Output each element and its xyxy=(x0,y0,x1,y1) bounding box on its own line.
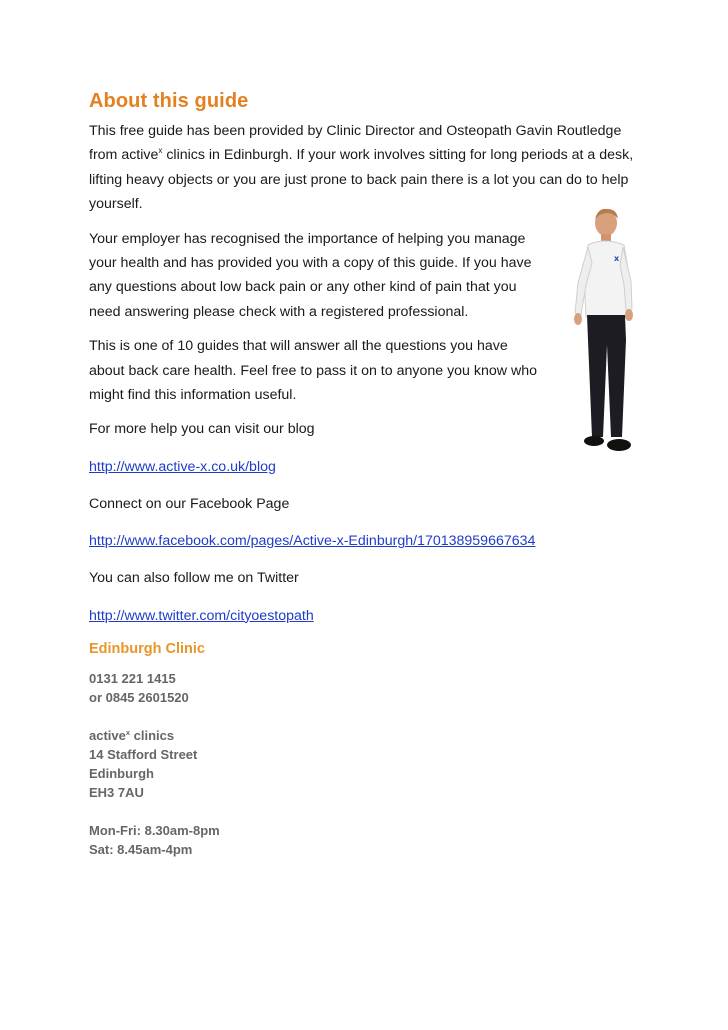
guide-content xyxy=(89,90,649,859)
clinic-hours xyxy=(89,821,649,859)
intro-superscript: x xyxy=(158,146,163,156)
svg-text:x: x xyxy=(614,254,620,263)
clinic-name: active$^x$ clinics xyxy=(89,727,175,743)
clinic-phones xyxy=(89,669,649,707)
intro-text-2: clinics in Edinburgh. If your work involves sitting for long periods at a desk, lifting heavy objects or you are just prone to back pain there is a lot you can do to help yourself. xyxy=(89,147,634,213)
clinic-postcode: EH3 7AU xyxy=(89,784,144,800)
page-title: About this guide xyxy=(89,90,249,112)
clinic-phone-1: 0131 221 1415 xyxy=(89,670,176,686)
facebook-label: Connect on our Facebook Page xyxy=(89,495,290,512)
employer-paragraph: Your employer has recognised the importance of helping you manage your health and has provided you with a copy of this guide. If you have any questions about low back pain or any other kind of pain that you need answering please check with a registered professional. xyxy=(89,230,532,320)
twitter-label: You can also follow me on Twitter xyxy=(89,570,299,587)
clinic-phone-2: or 0845 2601520 xyxy=(89,689,189,705)
clinic-address-line-1: 14 Stafford Street xyxy=(89,746,198,762)
twitter-link[interactable]: http://www.twitter.com/cityoestopath xyxy=(89,607,314,624)
intro-paragraph xyxy=(89,119,649,217)
intro-text-1: This free guide has been provided by Clinic Director and Osteopath Gavin Routledge from active xyxy=(89,123,622,164)
clinic-address xyxy=(89,726,649,802)
clinic-hours-weekday: Mon-Fri: 8.30am-8pm xyxy=(89,822,220,838)
facebook-link[interactable]: http://www.facebook.com/pages/Active-x-Edinburgh/170138959667634 xyxy=(89,533,536,550)
blog-label: For more help you can visit our blog xyxy=(89,421,315,438)
osteopath-figure-icon xyxy=(566,205,636,465)
clinic-title: Edinburgh Clinic xyxy=(89,640,205,657)
clinic-hours-saturday: Sat: 8.45am-4pm xyxy=(89,841,193,857)
clinic-address-line-2: Edinburgh xyxy=(89,765,154,781)
blog-link[interactable]: http://www.active-x.co.uk/blog xyxy=(89,458,276,475)
series-paragraph: This is one of 10 guides that will answer all the questions you have about back care health. Feel free to pass it on to anyone you know who might find this information useful. xyxy=(89,338,537,404)
